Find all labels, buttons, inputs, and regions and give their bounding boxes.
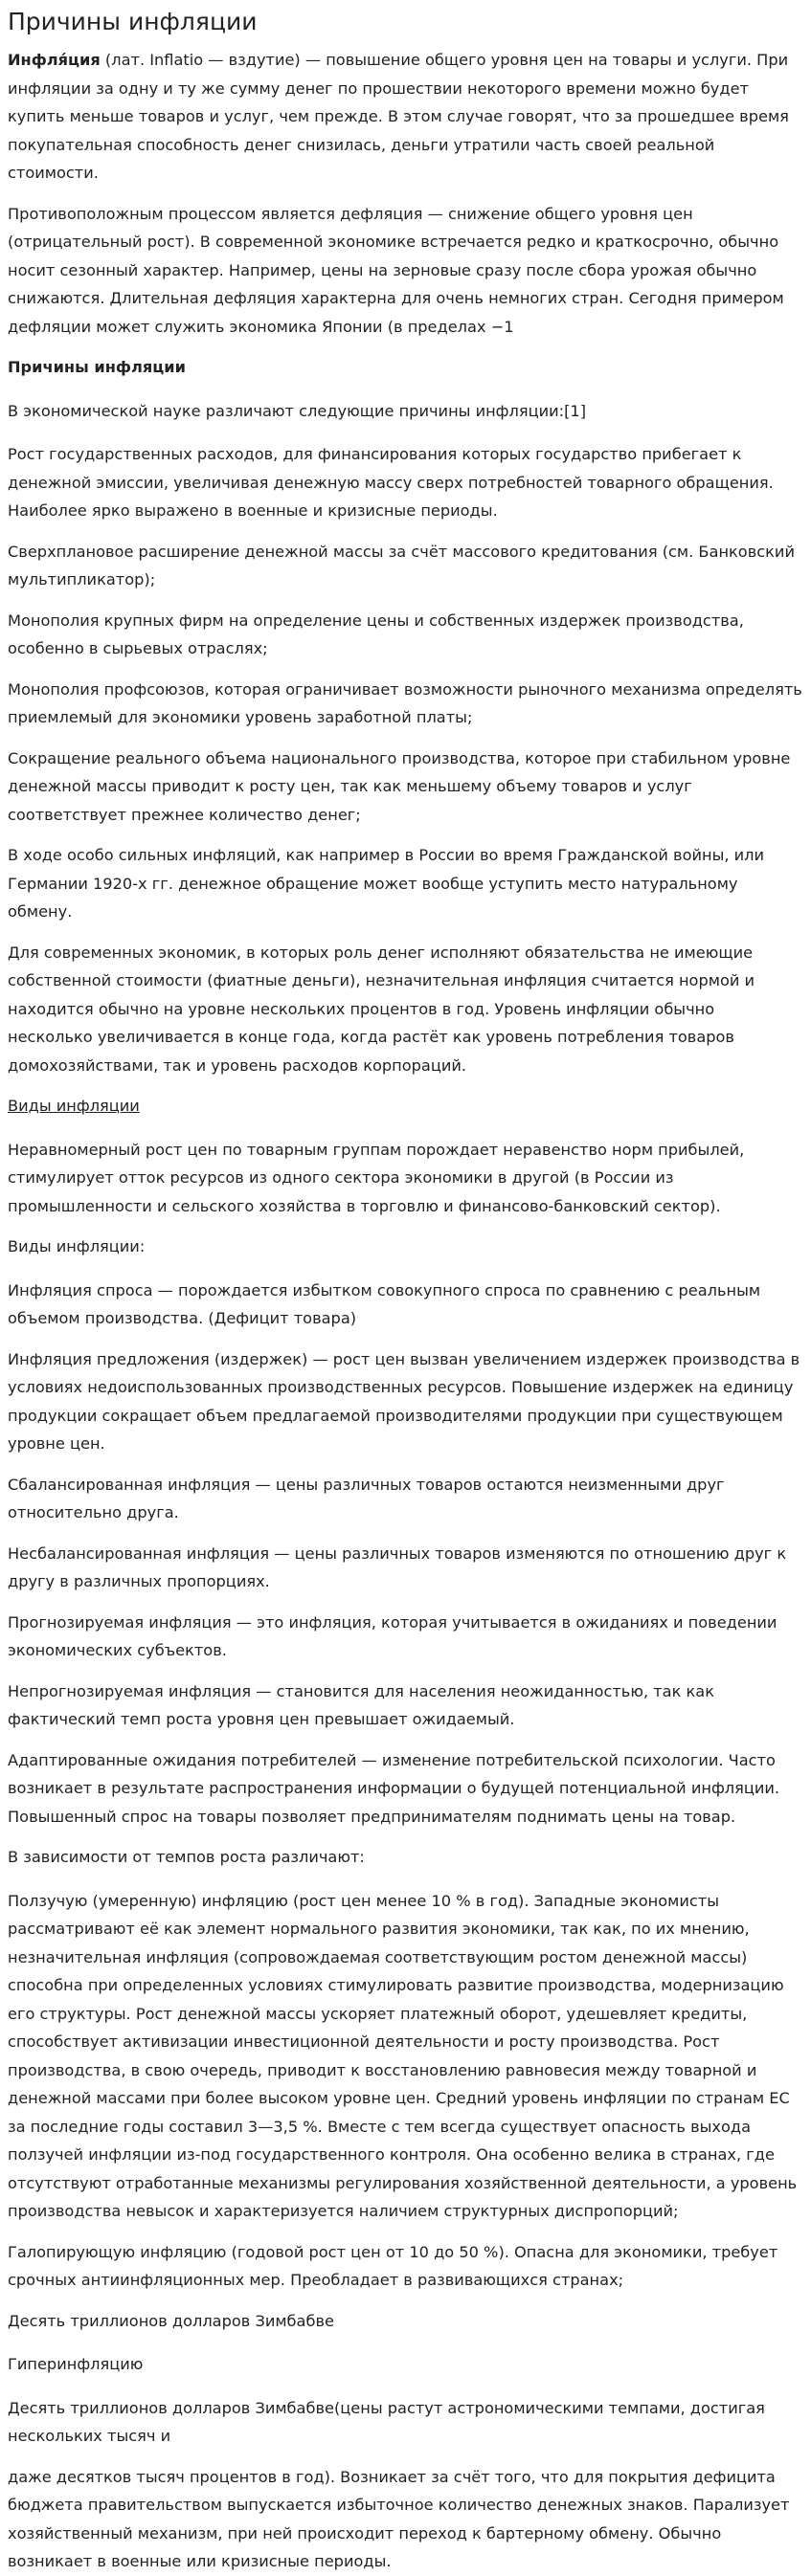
type-item: Непрогнозируемая инфляция — становится для населения неожиданностью, так как фактический темп роста уровня цен превышает ожидаемый. bbox=[8, 1681, 714, 1728]
hyperinflation-paragraph-2: даже десятков тысяч процентов в год). Возникает за счёт того, что для покрытия дефицита бюджета правительством выпускается избыточное количество денежных знаков. Парализует хозяйственный механизм, при ней происходит переход к бартерному обмену. Обычно возникает в военные или кризисные периоды. bbox=[8, 2467, 790, 2570]
type-item: Инфляция предложения (издержек) — рост цен вызван увеличением издержек производства в условиях недоиспользованных производственных ресурсов. Повышение издержек на единицу продукции сокращает объем предлагаемой производителями продукции при существующем уровне цен. bbox=[8, 1349, 800, 1453]
deflation-paragraph: Противоположным процессом является дефляция — снижение общего уровня цен (отрицательный рост). В современной экономике встречается редко и краткосрочно, обычно носит сезонный характер. Например, цены на зерновые сразу после сбора урожая обычно снижаются. Длительная дефляция характерна для очень немногих стран. Сегодня примером дефляции может служить экономика Японии (в пределах −1 bbox=[8, 204, 784, 336]
cause-item: Монополия профсоюзов, которая ограничивает возможности рыночного механизма определять приемлемый для экономики уровень заработной платы; bbox=[8, 679, 802, 726]
hyperinflation-paragraph-1: Десять триллионов долларов Зимбабве(цены растут астрономическими темпами, достигая нескольких тысяч и bbox=[8, 2398, 765, 2445]
types-link[interactable]: Виды инфляции bbox=[8, 1097, 140, 1115]
cause-item: Рост государственных расходов, для финансирования которых государство прибегает к денежной эмиссии, увеличивая денежную массу сверх потребностей товарного обращения. Наиболее ярко выражено в военные и кризисные периоды. bbox=[8, 445, 774, 520]
cause-item: Монополия крупных фирм на определение цены и собственных издержек производства, особенно в сырьевых отраслях; bbox=[8, 611, 744, 657]
causes-intro: В экономической науке различают следующие причины инфляции:[1] bbox=[8, 401, 587, 420]
modern-economies-paragraph: Для современных экономик, в которых роль денег исполняют обязательства не имеющие собственной стоимости (фиатные деньги), незначительная инфляция считается нормой и находится обычно на уровне нескольких процентов в год. Уровень инфляции обычно несколько увеличивается в конце года, когда растёт как уровень потребления товаров домохозяйствами, так и уровень расходов корпораций. bbox=[8, 943, 755, 1075]
cause-item: Сверхплановое расширение денежной массы за счёт массового кредитования (см. Банковский мультипликатор); bbox=[8, 542, 795, 588]
type-item: Сбалансированная инфляция — цены различных товаров остаются неизменными друг относительно друга. bbox=[8, 1475, 725, 1521]
creeping-inflation-paragraph: Ползучую (умеренную) инфляцию (рост цен менее 10 % в год). Западные экономисты рассматривают её как элемент нормального развития экономики, так как, по их мнению, незначительная инфляция (сопровождаемая соответствующим ростом денежной массы) способна при определенных условиях стимулировать развитие производства, модернизацию его структуры. Рост денежной массы ускоряет платежный оборот, удешевляет кредиты, способствует активизации инвестиционной деятельности и росту производства. Рост производства, в свою очередь, приводит к восстановлению равновесия между товарной и денежной массами при более высоком уровне цен. Средний уровень инфляции по странам ЕС за последние годы составил 3—3,5 %. Вместе с тем всегда существует опасность выхода ползучей инфляции из-под государственного контроля. Она особенно велика в странах, где отсутствуют отработанные механизмы регулирования хозяйственной деятельности, а уровень производства невысок и характеризуется наличием структурных диспропорций; bbox=[8, 1891, 798, 2220]
page-title: Причины инфляции bbox=[8, 8, 258, 35]
types-link-paragraph bbox=[8, 1092, 802, 1121]
uneven-growth-paragraph: Неравномерный рост цен по товарным группам порождает неравенство норм прибылей, стимулирует отток ресурсов из одного сектора экономики в другой (в России из промышленности и сельского хозяйства в торговлю и финансово-банковский сектор). bbox=[8, 1140, 745, 1215]
type-item: Инфляция спроса — порождается избытком совокупного спроса по сравнению с реальным объемом производства. (Дефицит товара) bbox=[8, 1280, 761, 1327]
type-item: Прогнозируемая инфляция — это инфляция, которая учитывается в ожиданиях и поведении экономических субъектов. bbox=[8, 1612, 777, 1659]
types-label: Виды инфляции: bbox=[8, 1237, 146, 1255]
hyperinflation-label: Гиперинфляцию bbox=[8, 2355, 144, 2373]
causes-heading: Причины инфляции bbox=[8, 358, 186, 376]
tempo-label: В зависимости от темпов роста различают: bbox=[8, 1848, 365, 1866]
type-item: Несбалансированная инфляция — цены различных товаров изменяются по отношению друг к другу в различных пропорциях. bbox=[8, 1543, 787, 1590]
galloping-inflation-paragraph: Галопирующую инфляцию (годовой рост цен от 10 до 50 %). Опасна для экономики, требует срочных антиинфляционных мер. Преобладает в развивающихся странах; bbox=[8, 2242, 778, 2289]
intro-text: (лат. Inflatio — вздутие) — повышение общего уровня цен на товары и услуги. При инфляции за одну и ту же сумму денег по прошествии некоторого времени можно будет купить меньше товаров и услуг, чем прежде. В этом случае говорят, что за прошедшее время покупательная способность денег снизилась, деньги утратили часть своей реальной стоимости. bbox=[8, 51, 789, 182]
cause-item: Сокращение реального объема национального производства, которое при стабильном уровне денежной массы приводит к росту цен, так как меньшему объему товаров и услуг соответствует прежнее количество денег; bbox=[8, 748, 791, 824]
adaptive-expectations-paragraph: Адаптированные ожидания потребителей — изменение потребительской психологии. Часто возникает в результате распространения информации о будущей потенциальной инфляции. Повышенный спрос на товары позволяет предпринимателям поднимать цены на товар. bbox=[8, 1750, 780, 1826]
intro-term: Инфля́ция bbox=[8, 51, 101, 69]
cause-item: В ходе особо сильных инфляций, как например в России во время Гражданской войны, или Германии 1920-х гг. денежное обращение может вообще уступить место натуральному обмену. bbox=[8, 846, 765, 921]
zimbabwe-image-caption: Десять триллионов долларов Зимбабве bbox=[8, 2311, 334, 2330]
intro-paragraph bbox=[8, 46, 802, 188]
